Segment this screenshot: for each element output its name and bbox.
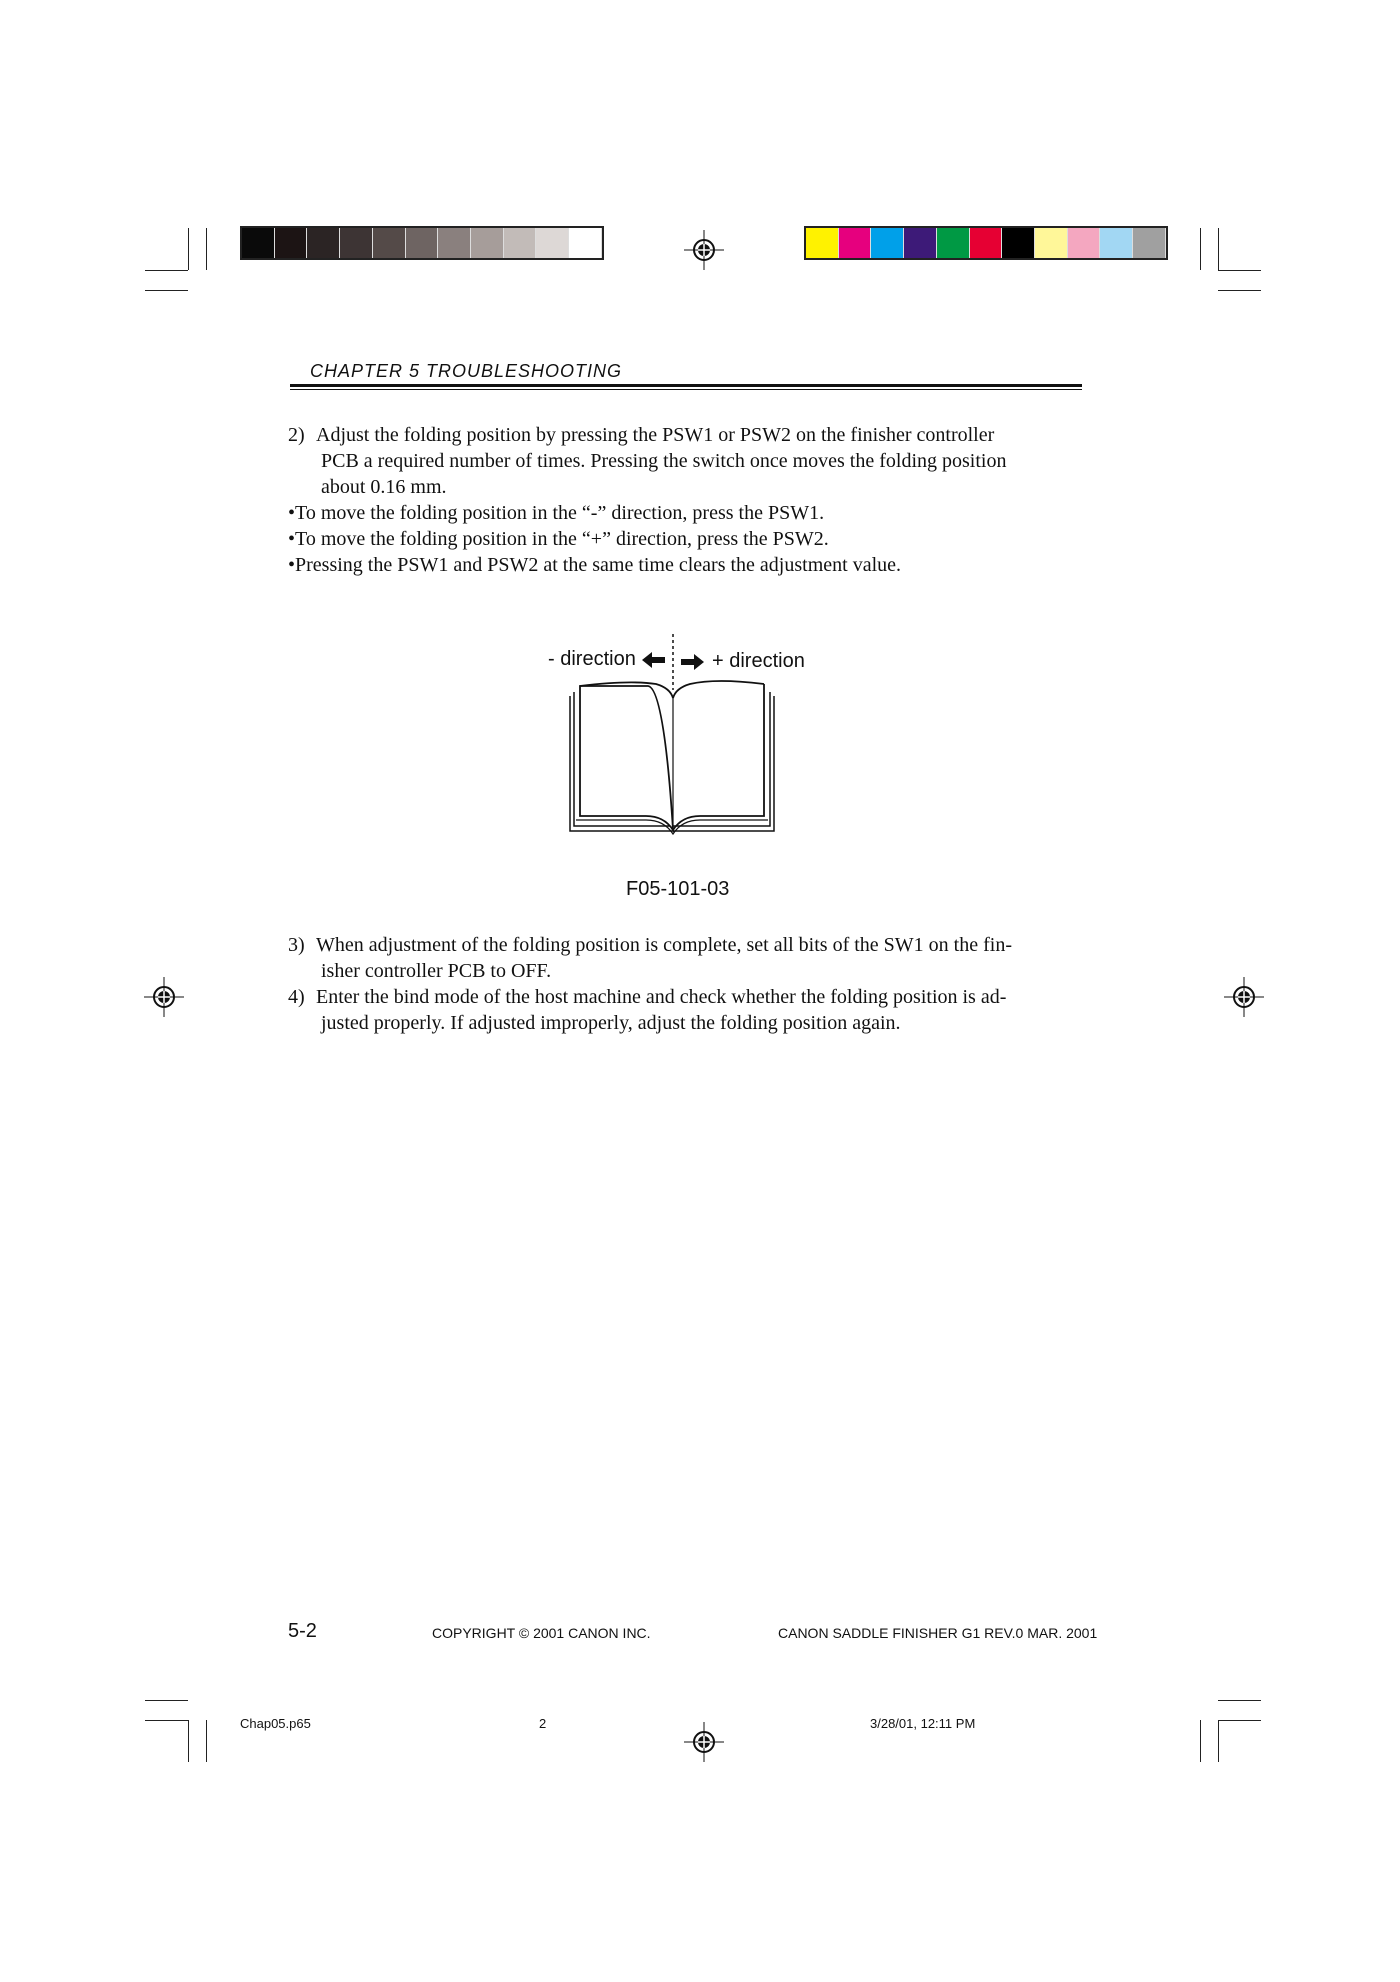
- bullet-item: •To move the folding position in the “+” direction, press the PSW2.: [288, 528, 829, 550]
- step-4-line-2: justed properly. If adjusted improperly, adjust the folding position again.: [321, 1012, 901, 1034]
- open-book-diagram: [560, 630, 790, 840]
- registration-mark-icon: [144, 977, 184, 1017]
- gray-swatch: [275, 228, 308, 258]
- color-swatch: [904, 228, 937, 258]
- gray-swatch: [307, 228, 340, 258]
- bullet-item: •Pressing the PSW1 and PSW2 at the same time clears the adjustment value.: [288, 554, 902, 576]
- gray-swatch: [242, 228, 275, 258]
- color-swatch: [970, 228, 1003, 258]
- figure-caption: F05-101-03: [626, 878, 730, 900]
- gray-swatch: [438, 228, 471, 258]
- page-number: 5-2: [288, 1620, 317, 1642]
- color-swatch: [1133, 228, 1166, 258]
- header-rule: [290, 384, 1082, 387]
- bullet-text: Pressing the PSW1 and PSW2 at the same time clears the adjustment value.: [295, 554, 902, 576]
- color-swatch: [937, 228, 970, 258]
- slug-timestamp: 3/28/01, 12:11 PM: [870, 1716, 976, 1731]
- copyright-notice: COPYRIGHT © 2001 CANON INC.: [432, 1625, 651, 1641]
- step-3-line-1: When adjustment of the folding position is complete, set all bits of the SW1 on the fin-: [316, 934, 1012, 956]
- color-swatch: [1068, 228, 1101, 258]
- minus-direction-label: - direction: [548, 648, 636, 670]
- color-swatch: [1035, 228, 1068, 258]
- bullet-text: To move the folding position in the “+” direction, press the PSW2.: [295, 528, 829, 550]
- color-swatch: [1100, 228, 1133, 258]
- color-swatch: [806, 228, 839, 258]
- gray-swatch: [340, 228, 373, 258]
- bullet-item: •To move the folding position in the “-” direction, press the PSW1.: [288, 502, 825, 524]
- registration-mark-icon: [684, 230, 724, 270]
- bullet-text: To move the folding position in the “-” direction, press the PSW1.: [295, 502, 825, 524]
- step-2-line-1: Adjust the folding position by pressing the PSW1 or PSW2 on the finisher controller: [316, 424, 995, 446]
- step-2-line-3: about 0.16 mm.: [321, 476, 447, 498]
- process-color-bar: [804, 226, 1168, 260]
- gray-swatch: [373, 228, 406, 258]
- gray-swatch: [504, 228, 537, 258]
- grayscale-color-bar: [240, 226, 604, 260]
- step-4-line-1: Enter the bind mode of the host machine and check whether the folding position is ad-: [316, 986, 1007, 1008]
- slug-page: 2: [539, 1716, 547, 1731]
- step-3-number: 3): [288, 934, 305, 956]
- color-swatch: [1002, 228, 1035, 258]
- gray-swatch: [471, 228, 504, 258]
- right-arrow-icon: [681, 654, 704, 670]
- header-rule-thin: [290, 389, 1082, 390]
- step-4-number: 4): [288, 986, 305, 1008]
- registration-mark-icon: [1224, 977, 1264, 1017]
- step-3-line-2: isher controller PCB to OFF.: [321, 960, 552, 982]
- plus-direction-label: + direction: [712, 650, 805, 672]
- slug-filename: Chap05.p65: [240, 1716, 311, 1731]
- gray-swatch: [536, 228, 569, 258]
- left-arrow-icon: [642, 652, 665, 668]
- color-swatch: [839, 228, 872, 258]
- registration-mark-icon: [684, 1722, 724, 1762]
- step-2-number: 2): [288, 424, 305, 446]
- step-2-line-2: PCB a required number of times. Pressing the switch once moves the folding position: [321, 450, 1007, 472]
- chapter-header: CHAPTER 5 TROUBLESHOOTING: [310, 361, 623, 381]
- color-swatch: [871, 228, 904, 258]
- gray-swatch: [406, 228, 439, 258]
- product-revision: CANON SADDLE FINISHER G1 REV.0 MAR. 2001: [778, 1625, 1098, 1641]
- gray-swatch: [569, 228, 602, 258]
